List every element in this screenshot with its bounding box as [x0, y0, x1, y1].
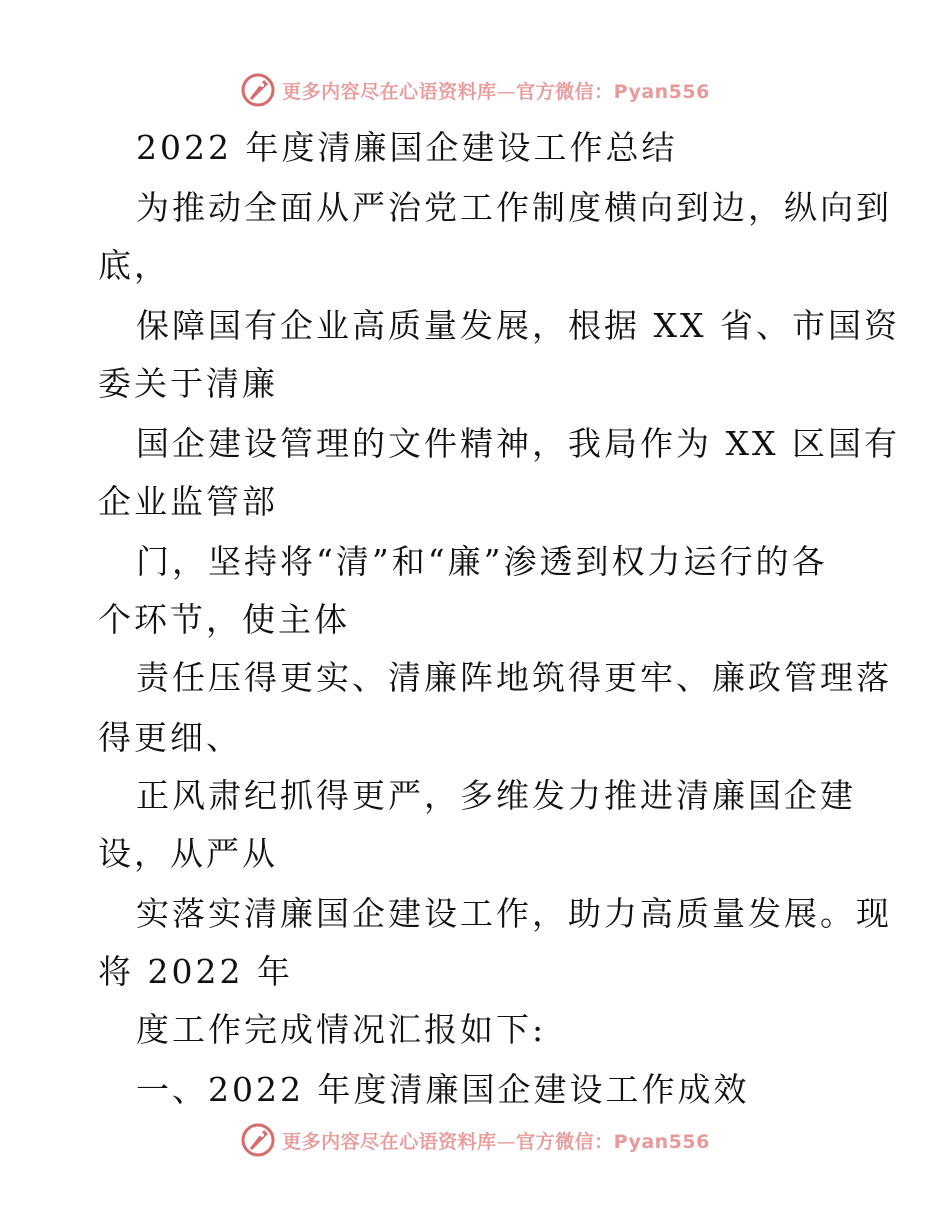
watermark-text: 更多内容尽在心语资料库—官方微信：Pyan556 — [282, 1130, 710, 1153]
paragraph-line: 实落实清廉国企建设工作，助力高质量发展。现 — [136, 894, 892, 933]
paragraph-line: 得更细、 — [98, 718, 242, 757]
watermark-text: 更多内容尽在心语资料库—官方微信：Pyan556 — [282, 80, 710, 103]
paragraph-line: 底， — [98, 246, 170, 285]
paragraph-line: 正风肃纪抓得更严，多维发力推进清廉国企建 — [136, 776, 856, 815]
paragraph-line: 设，从严从 — [98, 834, 278, 873]
paragraph-line: 将 2022 年 — [98, 952, 293, 991]
paragraph-line: 保障国有企业高质量发展，根据 XX 省、市国资 — [136, 306, 900, 345]
section-heading: 一、2022 年度清廉国企建设工作成效 — [136, 1070, 750, 1109]
paragraph-line: 门，坚持将“清”和“廉”渗透到权力运行的各 — [136, 542, 828, 581]
paragraph-line: 度工作完成情况汇报如下: — [136, 1010, 547, 1049]
paragraph-line: 为推动全面从严治党工作制度横向到边，纵向到 — [136, 188, 892, 227]
watermark-header — [0, 70, 950, 110]
paragraph-line: 个环节，使主体 — [98, 600, 350, 639]
pen-nib-logo-icon — [240, 1122, 276, 1158]
document-title: 2022 年度清廉国企建设工作总结 — [136, 128, 678, 167]
pen-nib-logo-icon — [240, 72, 276, 108]
watermark-footer — [0, 1120, 950, 1160]
paragraph-line: 责任压得更实、清廉阵地筑得更牢、廉政管理落 — [136, 658, 892, 697]
paragraph-line: 国企建设管理的文件精神，我局作为 XX 区国有 — [136, 424, 900, 463]
paragraph-line: 企业监管部 — [98, 482, 278, 521]
paragraph-line: 委关于清廉 — [98, 364, 278, 403]
